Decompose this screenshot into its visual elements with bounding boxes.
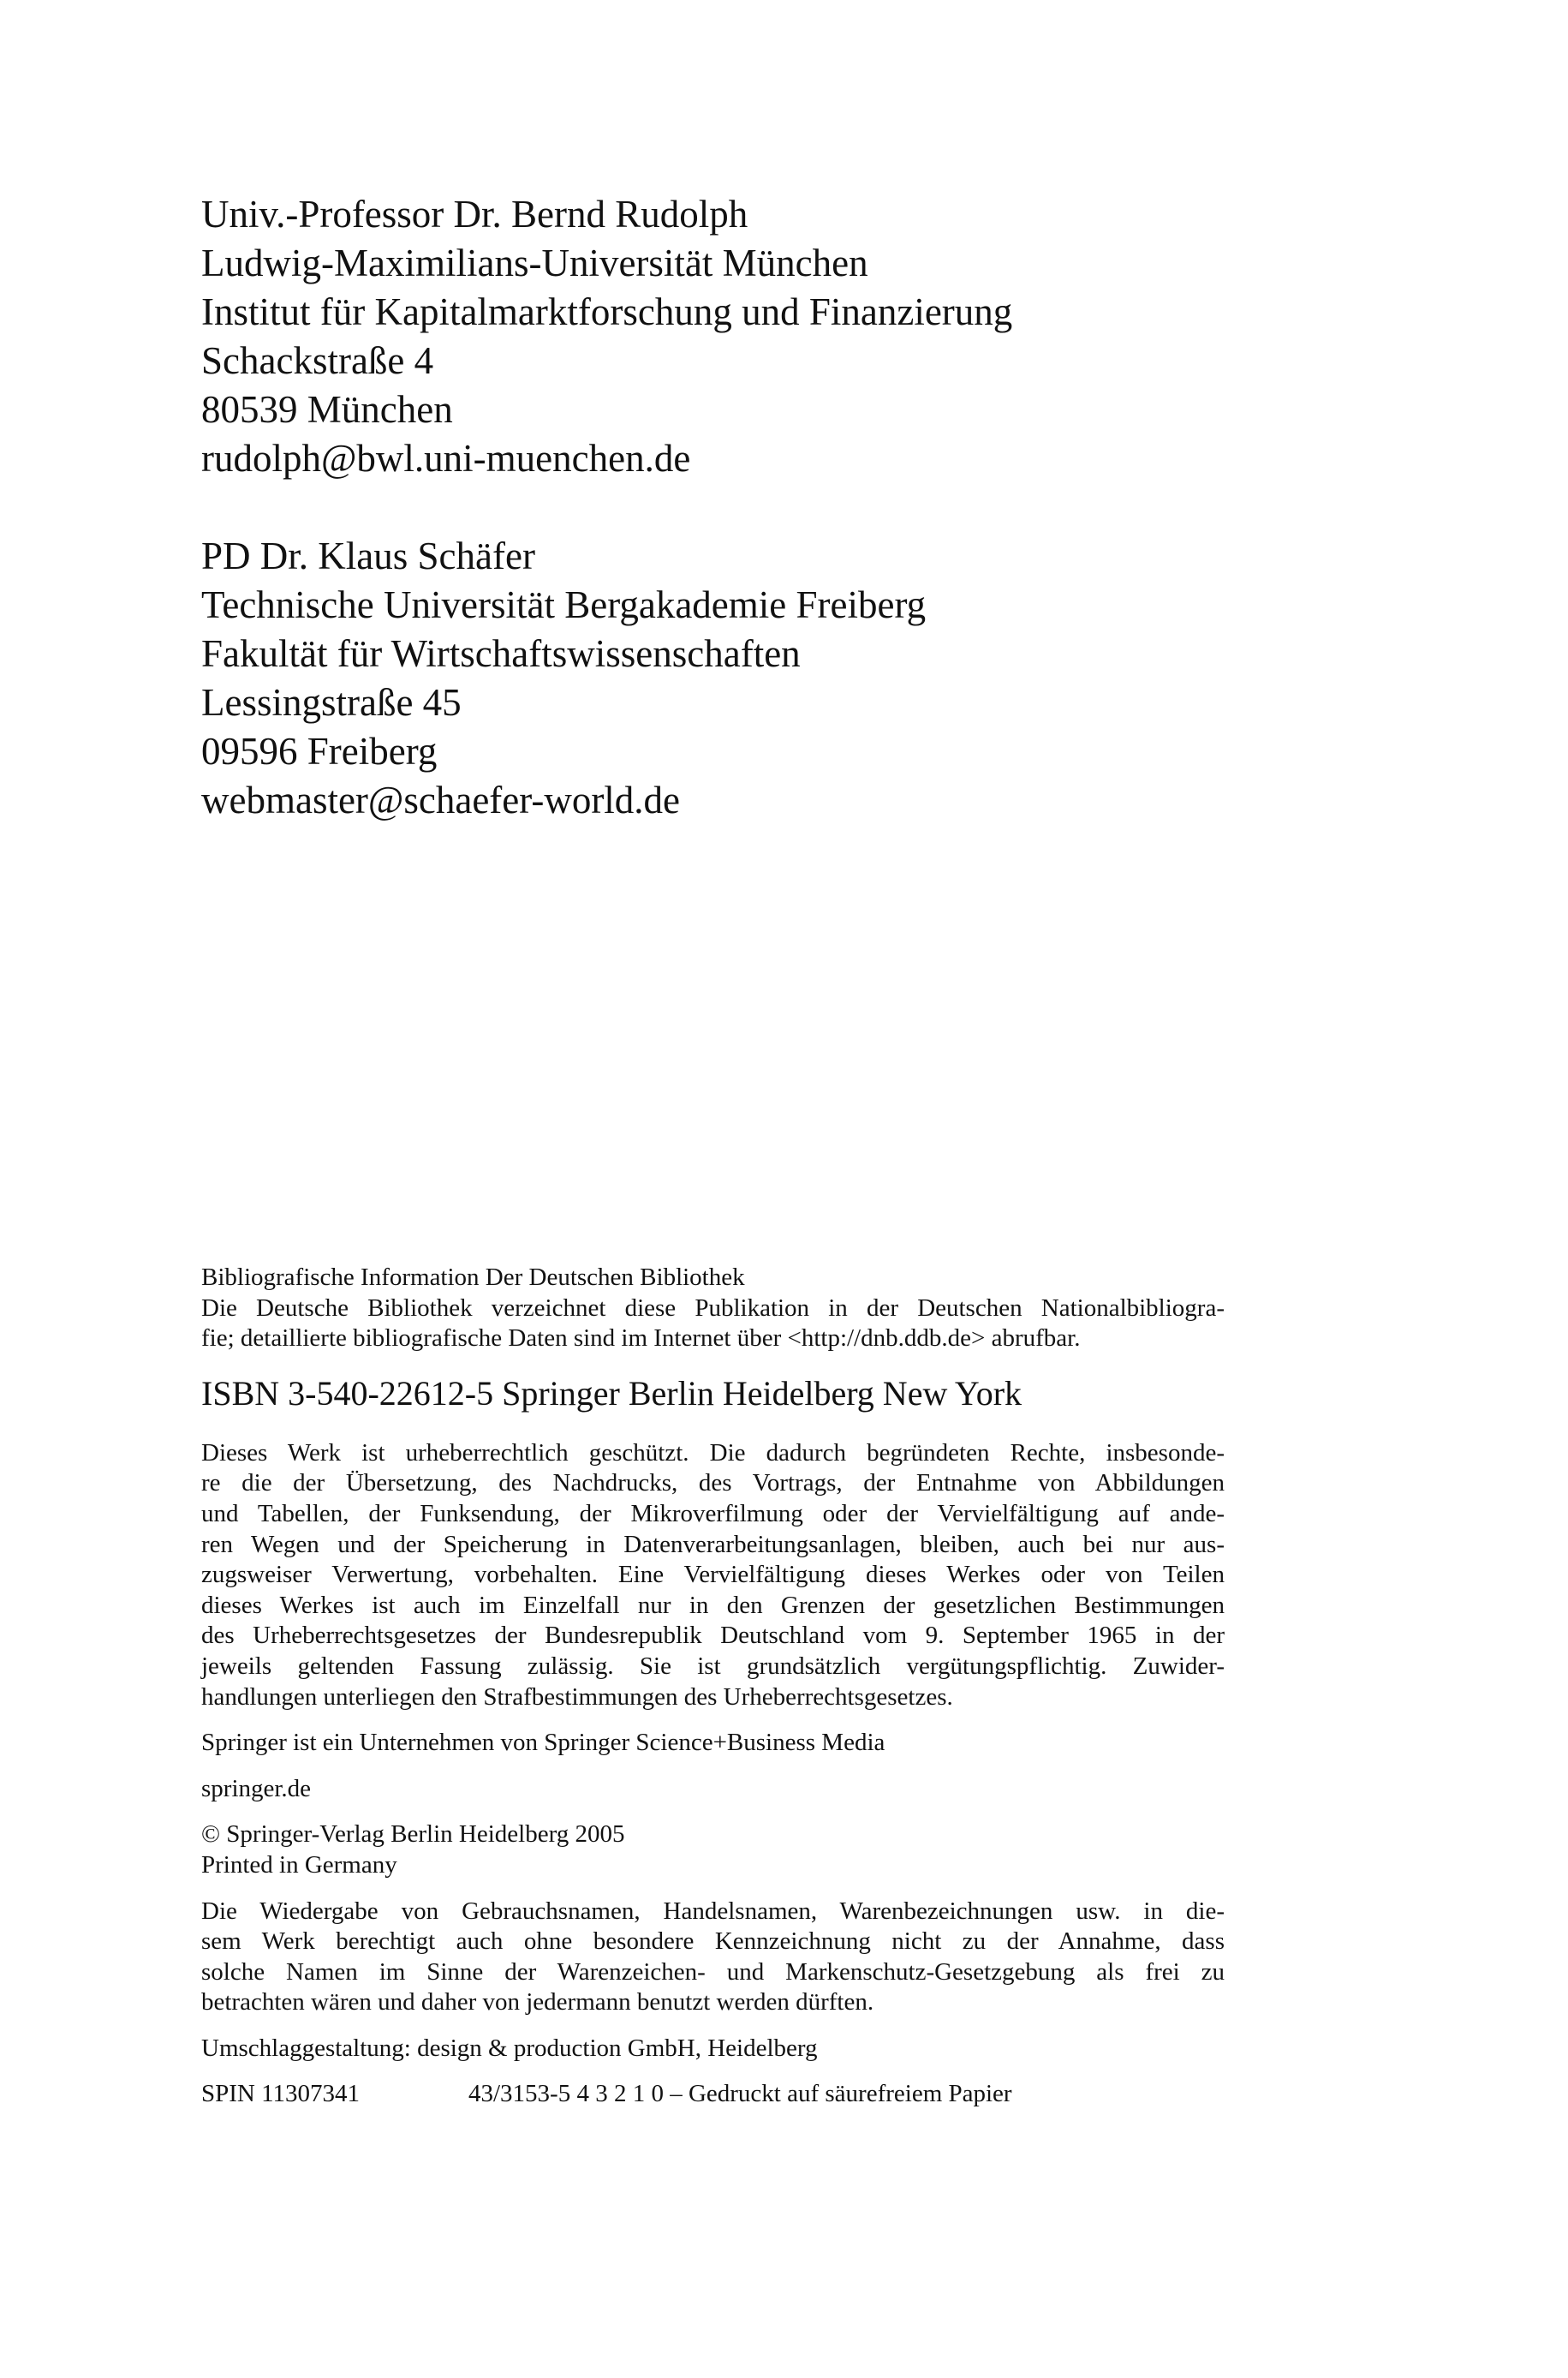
copyright-block	[201, 1819, 1225, 1880]
author-department: Fakultät für Wirtschaftswissenschaften	[201, 632, 801, 675]
copyright-notice	[201, 1438, 1225, 1712]
copyright-notice-line: ren Wegen und der Speicherung in Datenverarbeitungsanlagen, bleiben, auch bei nur aus-	[201, 1530, 1225, 1558]
copyright-notice-line: zugsweiser Verwertung, vorbehalten. Eine Vervielfältigung dieses Werkes oder von Teilen	[201, 1561, 1225, 1589]
copyright-notice-line: handlungen unterliegen den Strafbestimmungen des Urheberrechtsgesetzes.	[201, 1682, 953, 1711]
trademark-notice-line: betrachten wären und daher von jedermann benutzt werden dürften.	[201, 1988, 874, 2017]
author-block-schaefer	[201, 532, 1225, 825]
publisher-note: Springer ist ein Unternehmen von Springer Science+Business Media	[201, 1729, 885, 1757]
isbn-line: ISBN 3-540-22612-5 Springer Berlin Heidelberg New York	[201, 1373, 1022, 1413]
trademark-notice-line: sem Werk berechtigt auch ohne besondere Kennzeichnung nicht zu der Annahme, dass	[201, 1927, 1225, 1956]
copyright-notice-line: des Urheberrechtsgesetzes der Bundesrepublik Deutschland vom 9. September 1965 in der	[201, 1622, 1225, 1650]
author-name: PD Dr. Klaus Schäfer	[201, 535, 535, 577]
trademark-notice-line: Die Wiedergabe von Gebrauchsnamen, Handelsnamen, Warenbezeichnungen usw. in die-	[201, 1897, 1225, 1925]
author-email: webmaster@schaefer-world.de	[201, 779, 681, 822]
author-city: 09596 Freiberg	[201, 730, 438, 773]
copyright-notice-line: Dieses Werk ist urheberrechtlich geschützt. Die dadurch begründeten Rechte, insbesonde-	[201, 1438, 1225, 1467]
copyright-notice-line: dieses Werkes ist auch im Einzelfall nur in den Grenzen der gesetzlichen Bestimmungen	[201, 1591, 1225, 1619]
author-email: rudolph@bwl.uni-muenchen.de	[201, 437, 691, 480]
spin-id: SPIN 11307341	[201, 2080, 361, 2108]
author-block-rudolph	[201, 190, 1225, 483]
copyright-notice-line: re die der Übersetzung, des Nachdrucks, des Vortrags, der Entnahme von Abbildungen	[201, 1469, 1225, 1497]
trademark-notice-line: solche Namen im Sinne der Warenzeichen- und Markenschutz-Gesetzgebung als frei zu	[201, 1957, 1225, 1986]
copyright-notice-line: jeweils geltenden Fassung zulässig. Sie ist grundsätzlich vergütungspflichtig. Zuwider-	[201, 1652, 1225, 1680]
author-addresses	[201, 190, 1225, 825]
author-street: Lessingstraße 45	[201, 681, 462, 724]
author-city: 80539 München	[201, 388, 453, 431]
copyright-line: © Springer-Verlag Berlin Heidelberg 2005	[201, 1820, 625, 1849]
bibliography-info	[201, 1263, 1225, 1354]
author-street: Schackstraße 4	[201, 339, 434, 382]
spin-line	[201, 2079, 1225, 2110]
bibliography-line: Die Deutsche Bibliothek verzeichnet diese Publikation in der Deutschen Nationalbibliogra-	[201, 1294, 1225, 1322]
trademark-notice	[201, 1897, 1225, 2018]
bibliography-line: fie; detaillierte bibliografische Daten sind im Internet über <http://dnb.ddb.de> abrufbar.	[201, 1324, 1081, 1353]
printed-in: Printed in Germany	[201, 1850, 397, 1879]
author-department: Institut für Kapitalmarktforschung und Finanzierung	[201, 290, 1013, 333]
author-name: Univ.-Professor Dr. Bernd Rudolph	[201, 193, 748, 236]
author-institution: Technische Universität Bergakademie Freiberg	[201, 583, 927, 626]
imprint-section	[201, 1263, 1225, 2110]
author-institution: Ludwig-Maximilians-Universität München	[201, 242, 868, 284]
cover-design-credit: Umschlaggestaltung: design & production GmbH, Heidelberg	[201, 2034, 818, 2062]
spin-details: 43/3153-5 4 3 2 1 0 – Gedruckt auf säurefreiem Papier	[468, 2080, 1012, 2108]
copyright-notice-line: und Tabellen, der Funksendung, der Mikroverfilmung oder der Vervielfältigung auf ande-	[201, 1499, 1225, 1527]
bibliography-title: Bibliografische Information Der Deutschen Bibliothek	[201, 1264, 745, 1291]
publisher-website: springer.de	[201, 1774, 312, 1802]
